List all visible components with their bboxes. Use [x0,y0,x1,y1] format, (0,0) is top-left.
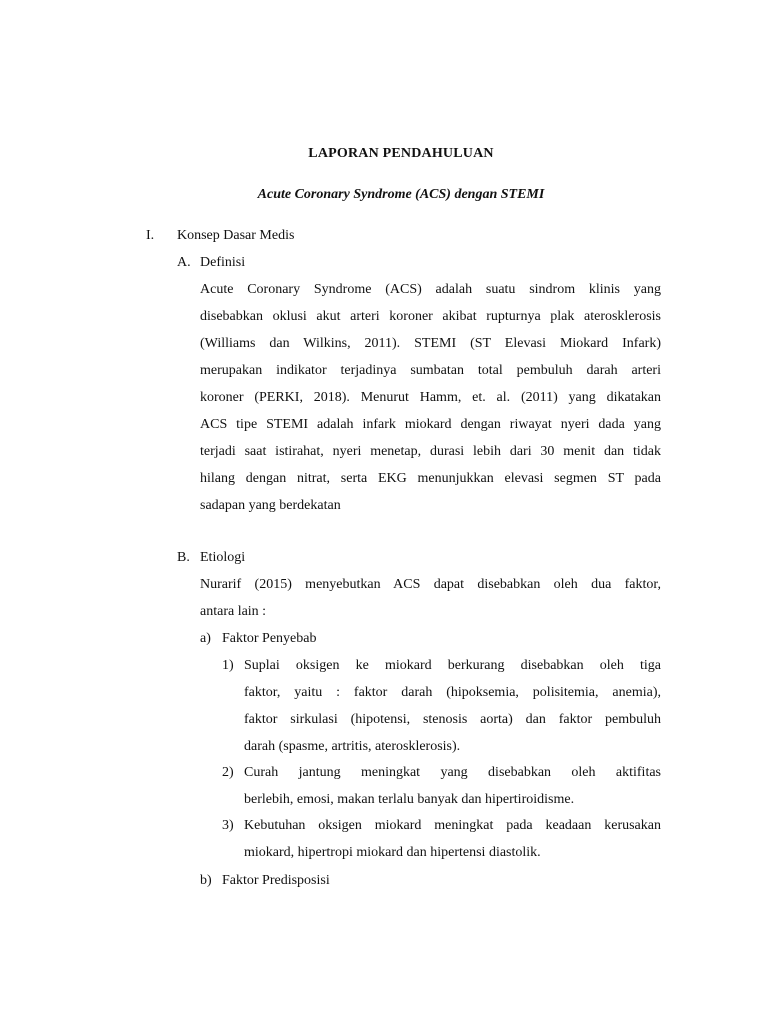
document-title: LAPORAN PENDAHULUAN [308,146,494,161]
definition-line: disebabkan oklusi akut arteri koroner akibat rupturnya plak aterosklerosis [200,309,661,324]
item-b-heading: Faktor Predisposisi [222,873,330,888]
item-a-heading: Faktor Penyebab [222,631,317,646]
item-a-marker: a) [200,631,211,646]
point-1-line: Suplai oksigen ke miokard berkurang disebabkan oleh tiga [244,658,661,673]
definition-paragraph [200,280,661,523]
etiology-intro-line: antara lain : [200,604,267,619]
section-1-heading: Konsep Dasar Medis [177,228,295,243]
point-3-line: Kebutuhan oksigen miokard meningkat pada keadaan kerusakan [244,818,661,833]
point-3-line: miokard, hipertropi miokard dan hipertensi diastolik. [244,845,541,860]
point-2-marker: 2) [222,765,234,780]
definition-line: koroner (PERKI, 2018). Menurut Hamm, et. al. (2011) yang dikatakan [200,390,661,405]
definition-line: Acute Coronary Syndrome (ACS) adalah suatu sindrom klinis yang [200,282,661,297]
point-1-paragraph [244,656,661,764]
point-1-line: darah (spasme, artritis, aterosklerosis). [244,739,461,754]
point-2-line: berlebih, emosi, makan terlalu banyak dan hipertiroidisme. [244,792,575,807]
definition-line: ACS tipe STEMI adalah infark miokard dengan riwayat nyeri dada yang [200,417,661,432]
sub-a-heading: Definisi [200,255,246,270]
etiology-intro-line: Nurarif (2015) menyebutkan ACS dapat disebabkan oleh dua faktor, [200,577,661,592]
document-subtitle: Acute Coronary Syndrome (ACS) dengan STEMI [257,187,545,202]
point-3-paragraph [244,816,661,870]
definition-line: (Williams dan Wilkins, 2011). STEMI (ST Elevasi Miokard Infark) [200,336,661,351]
point-1-line: faktor, yaitu : faktor darah (hipoksemia, polisitemia, anemia), [244,685,661,700]
point-3-marker: 3) [222,818,234,833]
point-2-line: Curah jantung meningkat yang disebabkan oleh aktifitas [244,765,661,780]
point-2-paragraph [244,763,661,817]
point-1-line: faktor sirkulasi (hipotensi, stenosis aorta) dan faktor pembuluh [244,712,661,727]
sub-b-heading: Etiologi [200,550,246,565]
point-1-marker: 1) [222,658,234,673]
sub-b-marker: B. [177,550,190,565]
item-b-marker: b) [200,873,212,888]
etiology-intro-paragraph [200,575,661,629]
section-1-marker: I. [146,228,155,243]
definition-line: hilang dengan nitrat, serta EKG menunjukkan elevasi segmen ST pada [200,471,661,486]
sub-a-marker: A. [177,255,191,270]
definition-line: merupakan indikator terjadinya sumbatan total pembuluh darah arteri [200,363,661,378]
definition-line: sadapan yang berdekatan [200,498,341,513]
definition-line: terjadi saat istirahat, nyeri menetap, durasi lebih dari 30 menit dan tidak [200,444,661,459]
